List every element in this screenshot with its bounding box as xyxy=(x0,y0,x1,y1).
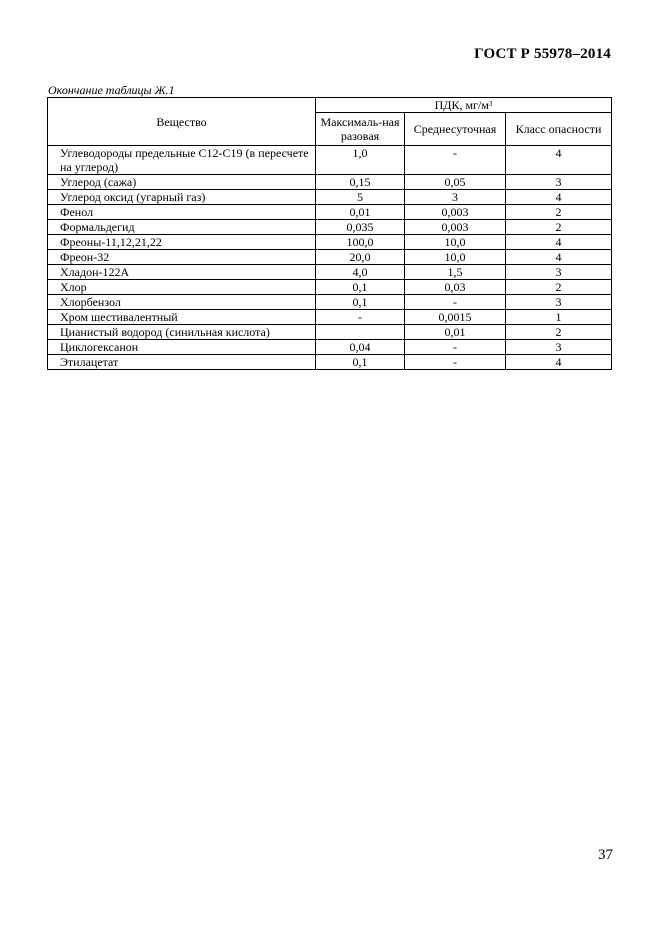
page-number: 37 xyxy=(598,847,613,863)
avg-cell: 0,003 xyxy=(405,205,506,220)
table-row xyxy=(48,355,612,370)
table-row xyxy=(48,146,612,175)
substance-cell: Фреон-32 xyxy=(48,250,316,265)
avg-cell: - xyxy=(405,295,506,310)
class-cell: 2 xyxy=(506,220,612,235)
substance-cell: Фреоны-11,12,21,22 xyxy=(48,235,316,250)
max-cell: 0,1 xyxy=(316,295,405,310)
substance-cell: Хладон-122А xyxy=(48,265,316,280)
class-cell: 2 xyxy=(506,280,612,295)
header-class: Класс опасности xyxy=(506,113,612,146)
substance-cell: Хлор xyxy=(48,280,316,295)
avg-cell: 0,05 xyxy=(405,175,506,190)
table-row xyxy=(48,325,612,340)
max-cell: 0,1 xyxy=(316,280,405,295)
table-row xyxy=(48,250,612,265)
max-cell: 0,1 xyxy=(316,355,405,370)
class-cell: 4 xyxy=(506,235,612,250)
avg-cell: 0,0015 xyxy=(405,310,506,325)
substance-cell: Углеводороды предельные C12-C19 (в пересчете на углерод) xyxy=(48,146,316,175)
class-cell: 2 xyxy=(506,325,612,340)
avg-cell: 0,01 xyxy=(405,325,506,340)
avg-cell: 0,003 xyxy=(405,220,506,235)
table-row xyxy=(48,205,612,220)
header-pdk xyxy=(316,98,612,113)
class-cell: 4 xyxy=(506,190,612,205)
table-row xyxy=(48,220,612,235)
avg-cell: 10,0 xyxy=(405,250,506,265)
table-row xyxy=(48,175,612,190)
max-cell: 100,0 xyxy=(316,235,405,250)
class-cell: 3 xyxy=(506,175,612,190)
avg-cell: 10,0 xyxy=(405,235,506,250)
max-cell: - xyxy=(316,310,405,325)
table-body xyxy=(48,146,612,370)
avg-cell: 0,03 xyxy=(405,280,506,295)
substance-cell: Циклогексанон xyxy=(48,340,316,355)
max-cell: 5 xyxy=(316,190,405,205)
header-avg: Среднесуточная xyxy=(405,113,506,146)
header-substance: Вещество xyxy=(48,98,316,146)
table-row xyxy=(48,190,612,205)
avg-cell: 3 xyxy=(405,190,506,205)
substance-cell: Цианистый водород (синильная кислота) xyxy=(48,325,316,340)
max-cell: 20,0 xyxy=(316,250,405,265)
class-cell: 3 xyxy=(506,295,612,310)
pdk-table xyxy=(47,97,612,370)
class-cell: 4 xyxy=(506,146,612,175)
substance-cell: Углерод оксид (угарный газ) xyxy=(48,190,316,205)
header-pdk-sup: 3 xyxy=(488,100,493,108)
header-max: Максималь-ная разовая xyxy=(316,113,405,146)
substance-cell: Хлорбензол xyxy=(48,295,316,310)
max-cell: 0,035 xyxy=(316,220,405,235)
class-cell: 4 xyxy=(506,250,612,265)
document-code: ГОСТ Р 55978–2014 xyxy=(474,46,611,62)
table-row xyxy=(48,265,612,280)
table-caption: Окончание таблицы Ж.1 xyxy=(48,83,175,97)
class-cell: 1 xyxy=(506,310,612,325)
table-row xyxy=(48,280,612,295)
max-cell: 4,0 xyxy=(316,265,405,280)
substance-cell: Фенол xyxy=(48,205,316,220)
avg-cell: - xyxy=(405,146,506,175)
class-cell: 2 xyxy=(506,205,612,220)
substance-cell: Углерод (сажа) xyxy=(48,175,316,190)
avg-cell: - xyxy=(405,355,506,370)
avg-cell: 1,5 xyxy=(405,265,506,280)
max-cell xyxy=(316,325,405,340)
table-row xyxy=(48,235,612,250)
table-row xyxy=(48,295,612,310)
max-cell: 0,04 xyxy=(316,340,405,355)
avg-cell: - xyxy=(405,340,506,355)
header-pdk-text: ПДК, мг/м xyxy=(434,98,489,112)
table-row xyxy=(48,310,612,325)
class-cell: 4 xyxy=(506,355,612,370)
class-cell: 3 xyxy=(506,265,612,280)
substance-cell: Формальдегид xyxy=(48,220,316,235)
substance-cell: Этилацетат xyxy=(48,355,316,370)
substance-cell: Хром шестивалентный xyxy=(48,310,316,325)
max-cell: 1,0 xyxy=(316,146,405,175)
max-cell: 0,15 xyxy=(316,175,405,190)
table-row xyxy=(48,340,612,355)
class-cell: 3 xyxy=(506,340,612,355)
max-cell: 0,01 xyxy=(316,205,405,220)
